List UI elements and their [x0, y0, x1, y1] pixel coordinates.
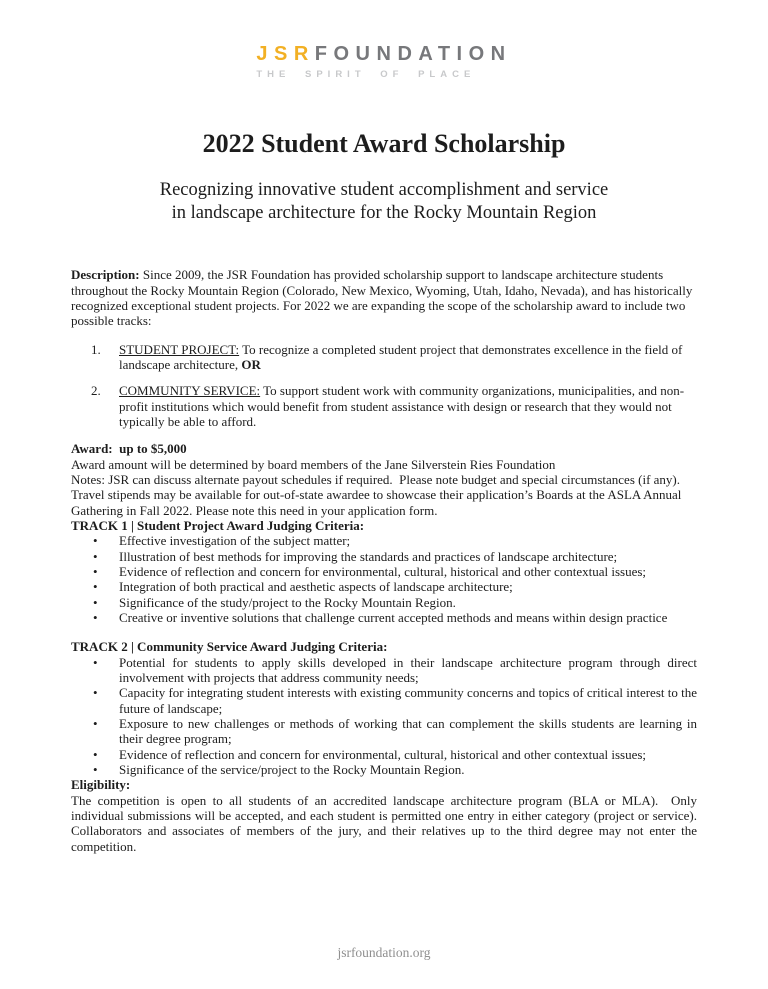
criteria-item: • Creative or inventive solutions that challenge current accepted methods and means within design practice — [71, 610, 697, 625]
track-option-number: 2. — [91, 383, 101, 399]
criteria-item: • Exposure to new challenges or methods of working that can complement the skills students are learning in their degree program; — [71, 716, 697, 747]
track-option-text: To recognize a completed student project that demonstrates excellence in the field of landscape architecture, — [119, 341, 683, 372]
criteria-item: • Illustration of best methods for improving the standards and practices of landscape architecture; — [71, 549, 697, 564]
award-notes-paragraph: Notes: JSR can discuss alternate payout schedules if required. Please note budget and special circumstances (if any). Travel stipends may be available for out-of-state awardee to showcase their application’s Boards at the ASLA Annual Gathering in Fall 2022. Please note this need in your application form. — [71, 471, 685, 518]
criteria-item: • Significance of the study/project to the Rocky Mountain Region. — [71, 595, 697, 610]
criteria-item: • Evidence of reflection and concern for environmental, cultural, historical and other contextual issues; — [71, 564, 697, 579]
track2-criteria-list — [71, 655, 697, 778]
subtitle-line-2: in landscape architecture for the Rocky Mountain Region — [171, 203, 597, 224]
track1-heading: TRACK 1 | Student Project Award Judging Criteria: — [71, 517, 365, 533]
track-option-label: STUDENT PROJECT: — [119, 341, 240, 357]
description-paragraph — [71, 267, 697, 328]
or-emphasis: OR — [241, 356, 261, 372]
award-section — [71, 441, 697, 472]
description-label: Description: — [71, 267, 140, 283]
footer-url: jsrfoundation.org — [337, 945, 431, 960]
page-subtitle — [71, 179, 697, 225]
award-heading: Award: up to $5,000 — [71, 441, 187, 457]
criteria-item: • Significance of the service/project to the Rocky Mountain Region. — [71, 762, 697, 777]
jsr-foundation-logo — [256, 44, 511, 80]
logo-jsr-text: JSR — [256, 43, 315, 65]
criteria-item: • Integration of both practical and aesthetic aspects of landscape architecture; — [71, 579, 697, 594]
eligibility-heading: Eligibility: — [71, 777, 131, 793]
criteria-item: • Evidence of reflection and concern for environmental, cultural, historical and other contextual issues; — [71, 747, 697, 762]
track-option-number: 1. — [91, 341, 101, 357]
document-body — [71, 267, 704, 854]
description-text: Since 2009, the JSR Foundation has provided scholarship support to landscape architecture students throughout the Rocky Mountain Region (Colorado, New Mexico, Wyoming, Utah, Idaho, Nevada), and has historically recognized exceptional student projects. For 2022 we are expanding the scope of the scholarship award to include two possible tracks: — [71, 267, 693, 329]
track1-criteria-list — [71, 533, 697, 625]
track-option-community-service — [71, 383, 697, 429]
logo-wordmark — [256, 44, 511, 64]
criteria-item: • Capacity for integrating student interests with existing community concerns and topics of critical interest to the future of landscape; — [71, 685, 697, 716]
subtitle-line-1: Recognizing innovative student accomplishment and service — [159, 180, 609, 201]
track-option-content — [119, 342, 697, 373]
track-option-label: COMMUNITY SERVICE: — [119, 383, 261, 399]
criteria-item: • Effective investigation of the subject matter; — [71, 533, 697, 548]
track2-heading: TRACK 2 | Community Service Award Judging Criteria: — [71, 639, 388, 655]
logo-tagline: THE SPIRIT OF PLACE — [256, 69, 476, 80]
track-option-student-project — [71, 342, 697, 373]
award-determination-line: Award amount will be determined by board members of the Jane Silverstein Ries Foundation — [71, 456, 556, 472]
page-title: 2022 Student Award Scholarship — [202, 128, 566, 158]
track-option-content — [119, 383, 697, 429]
logo-foundation-text: FOUNDATION — [314, 43, 512, 65]
criteria-item: • Potential for students to apply skills developed in their landscape architecture program through direct involvement with projects that address community needs; — [71, 655, 697, 686]
track-option-text: To support student work with community organizations, municipalities, and non-profit institutions which would benefit from student assistance with design or research that they would not typically be able to afford. — [119, 383, 685, 429]
eligibility-paragraph: The competition is open to all students of an accredited landscape architecture program (BLA or MLA). Only individual submissions will be accepted, and each student is permitted one entry in either category (project or service). Collaborators and associates of members of the jury, and their relatives up to the third degree may not enter the competition. — [71, 792, 704, 854]
